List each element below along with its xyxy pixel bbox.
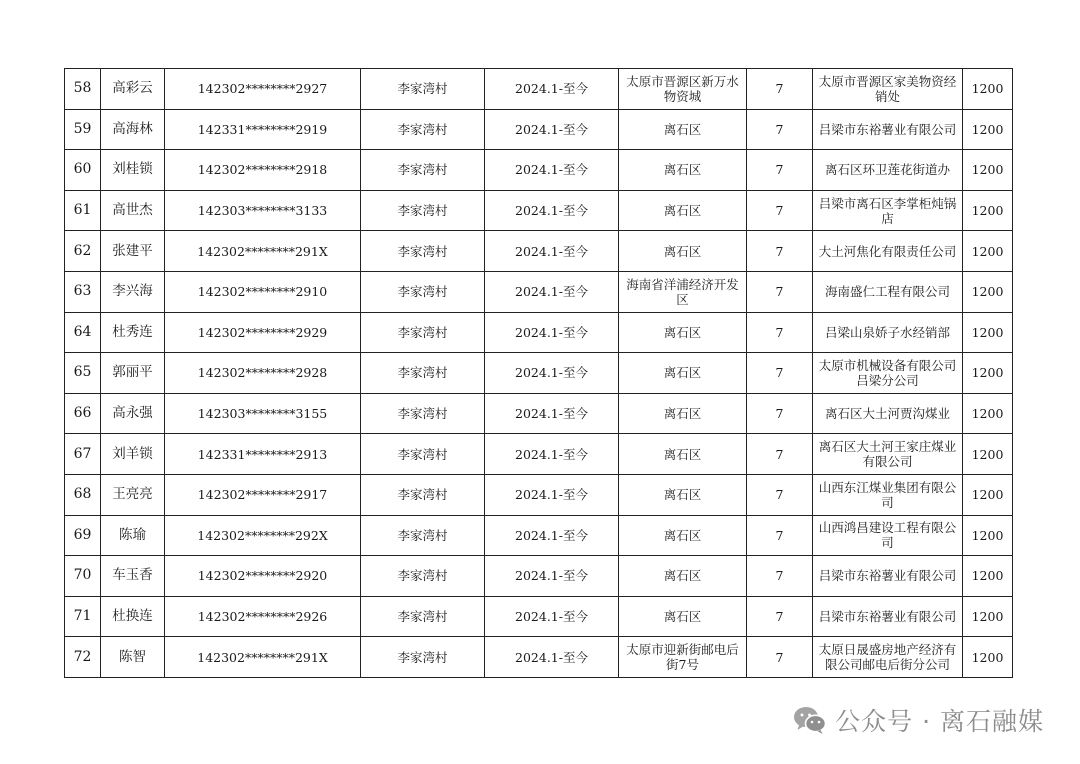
cell-work-location: 太原市晋源区新万水物资城: [619, 69, 747, 110]
cell-amount: 1200: [963, 474, 1013, 515]
table-row: [65, 393, 1013, 434]
cell-name: 高永强: [101, 393, 165, 434]
cell-employer: 太原日晟盛房地产经济有限公司邮电后街分公司: [813, 637, 963, 678]
cell-months: 7: [747, 556, 813, 597]
table-row: [65, 150, 1013, 191]
table-row: [65, 596, 1013, 637]
cell-months: 7: [747, 434, 813, 475]
cell-number: 67: [65, 434, 101, 475]
cell-period: 2024.1-至今: [485, 69, 619, 110]
cell-employer: 吕梁市东裕薯业有限公司: [813, 109, 963, 150]
cell-period: 2024.1-至今: [485, 474, 619, 515]
cell-employer: 离石区环卫莲花街道办: [813, 150, 963, 191]
cell-village: 李家湾村: [361, 271, 485, 312]
cell-id-number: 142303********3133: [165, 190, 361, 231]
cell-employer: 离石区大土河王家庄煤业有限公司: [813, 434, 963, 475]
cell-number: 71: [65, 596, 101, 637]
cell-months: 7: [747, 150, 813, 191]
cell-village: 李家湾村: [361, 353, 485, 394]
cell-employer: 吕梁市东裕薯业有限公司: [813, 596, 963, 637]
cell-id-number: 142302********2929: [165, 312, 361, 353]
cell-id-number: 142302********2917: [165, 474, 361, 515]
cell-amount: 1200: [963, 231, 1013, 272]
cell-period: 2024.1-至今: [485, 271, 619, 312]
cell-number: 72: [65, 637, 101, 678]
cell-employer: 山西鸿昌建设工程有限公司: [813, 515, 963, 556]
cell-amount: 1200: [963, 353, 1013, 394]
cell-number: 69: [65, 515, 101, 556]
cell-period: 2024.1-至今: [485, 515, 619, 556]
cell-name: 高彩云: [101, 69, 165, 110]
cell-employer: 海南盛仁工程有限公司: [813, 271, 963, 312]
cell-name: 陈智: [101, 637, 165, 678]
table-row: [65, 312, 1013, 353]
cell-number: 66: [65, 393, 101, 434]
cell-period: 2024.1-至今: [485, 231, 619, 272]
cell-period: 2024.1-至今: [485, 556, 619, 597]
cell-employer: 吕梁市离石区李掌柜炖锅店: [813, 190, 963, 231]
cell-number: 70: [65, 556, 101, 597]
cell-id-number: 142302********291X: [165, 637, 361, 678]
cell-work-location: 离石区: [619, 109, 747, 150]
cell-months: 7: [747, 515, 813, 556]
cell-employer: 山西东江煤业集团有限公司: [813, 474, 963, 515]
cell-name: 王亮亮: [101, 474, 165, 515]
cell-work-location: 离石区: [619, 434, 747, 475]
cell-employer: 太原市晋源区家美物资经销处: [813, 69, 963, 110]
cell-number: 63: [65, 271, 101, 312]
cell-name: 刘桂锁: [101, 150, 165, 191]
cell-amount: 1200: [963, 637, 1013, 678]
cell-village: 李家湾村: [361, 150, 485, 191]
cell-amount: 1200: [963, 312, 1013, 353]
cell-number: 59: [65, 109, 101, 150]
cell-employer: 离石区大土河贾沟煤业: [813, 393, 963, 434]
cell-village: 李家湾村: [361, 393, 485, 434]
cell-employer: 吕梁市东裕薯业有限公司: [813, 556, 963, 597]
cell-work-location: 海南省洋浦经济开发区: [619, 271, 747, 312]
cell-period: 2024.1-至今: [485, 109, 619, 150]
cell-id-number: 142303********3155: [165, 393, 361, 434]
cell-period: 2024.1-至今: [485, 312, 619, 353]
cell-months: 7: [747, 190, 813, 231]
cell-months: 7: [747, 109, 813, 150]
cell-work-location: 离石区: [619, 353, 747, 394]
cell-village: 李家湾村: [361, 69, 485, 110]
cell-name: 郭丽平: [101, 353, 165, 394]
cell-number: 58: [65, 69, 101, 110]
cell-village: 李家湾村: [361, 474, 485, 515]
cell-months: 7: [747, 231, 813, 272]
cell-period: 2024.1-至今: [485, 150, 619, 191]
cell-work-location: 离石区: [619, 150, 747, 191]
cell-id-number: 142302********2918: [165, 150, 361, 191]
cell-village: 李家湾村: [361, 434, 485, 475]
cell-period: 2024.1-至今: [485, 596, 619, 637]
cell-work-location: 离石区: [619, 190, 747, 231]
cell-name: 高海林: [101, 109, 165, 150]
watermark: [793, 700, 1044, 740]
cell-months: 7: [747, 474, 813, 515]
table-row: [65, 231, 1013, 272]
cell-months: 7: [747, 69, 813, 110]
cell-work-location: 离石区: [619, 596, 747, 637]
cell-amount: 1200: [963, 393, 1013, 434]
table-row: [65, 353, 1013, 394]
cell-period: 2024.1-至今: [485, 637, 619, 678]
cell-employer: 吕梁山泉娇子水经销部: [813, 312, 963, 353]
cell-period: 2024.1-至今: [485, 434, 619, 475]
table-row: [65, 474, 1013, 515]
cell-name: 高世杰: [101, 190, 165, 231]
cell-village: 李家湾村: [361, 515, 485, 556]
cell-id-number: 142302********2926: [165, 596, 361, 637]
cell-number: 68: [65, 474, 101, 515]
cell-name: 杜换连: [101, 596, 165, 637]
cell-amount: 1200: [963, 434, 1013, 475]
cell-amount: 1200: [963, 190, 1013, 231]
cell-work-location: 离石区: [619, 474, 747, 515]
cell-name: 张建平: [101, 231, 165, 272]
cell-months: 7: [747, 596, 813, 637]
cell-work-location: 离石区: [619, 312, 747, 353]
cell-employer: 大土河焦化有限责任公司: [813, 231, 963, 272]
cell-id-number: 142302********292X: [165, 515, 361, 556]
cell-id-number: 142331********2913: [165, 434, 361, 475]
cell-id-number: 142302********2910: [165, 271, 361, 312]
cell-id-number: 142302********2920: [165, 556, 361, 597]
cell-work-location: 离石区: [619, 556, 747, 597]
cell-id-number: 142302********2927: [165, 69, 361, 110]
cell-village: 李家湾村: [361, 231, 485, 272]
cell-name: 李兴海: [101, 271, 165, 312]
employment-subsidy-table: [64, 68, 1013, 678]
watermark-text: 公众号 · 离石融媒: [835, 707, 1044, 736]
wechat-icon: [793, 705, 827, 735]
cell-amount: 1200: [963, 69, 1013, 110]
table-body: [65, 69, 1013, 678]
cell-village: 李家湾村: [361, 596, 485, 637]
cell-name: 陈瑜: [101, 515, 165, 556]
cell-months: 7: [747, 393, 813, 434]
table-row: [65, 109, 1013, 150]
table-row: [65, 69, 1013, 110]
cell-name: 刘羊锁: [101, 434, 165, 475]
cell-months: 7: [747, 312, 813, 353]
cell-id-number: 142302********2928: [165, 353, 361, 394]
cell-amount: 1200: [963, 271, 1013, 312]
cell-village: 李家湾村: [361, 556, 485, 597]
cell-name: 车玉香: [101, 556, 165, 597]
cell-village: 李家湾村: [361, 109, 485, 150]
cell-work-location: 离石区: [619, 393, 747, 434]
cell-work-location: 太原市迎新街邮电后街7号: [619, 637, 747, 678]
cell-number: 65: [65, 353, 101, 394]
cell-period: 2024.1-至今: [485, 353, 619, 394]
cell-employer: 太原市机械设备有限公司吕梁分公司: [813, 353, 963, 394]
cell-work-location: 离石区: [619, 231, 747, 272]
table-row: [65, 190, 1013, 231]
cell-months: 7: [747, 353, 813, 394]
cell-amount: 1200: [963, 515, 1013, 556]
table-row: [65, 271, 1013, 312]
cell-name: 杜秀连: [101, 312, 165, 353]
cell-period: 2024.1-至今: [485, 190, 619, 231]
cell-village: 李家湾村: [361, 312, 485, 353]
cell-village: 李家湾村: [361, 637, 485, 678]
cell-amount: 1200: [963, 556, 1013, 597]
cell-village: 李家湾村: [361, 190, 485, 231]
cell-id-number: 142302********291X: [165, 231, 361, 272]
cell-number: 62: [65, 231, 101, 272]
cell-months: 7: [747, 271, 813, 312]
cell-number: 60: [65, 150, 101, 191]
table-row: [65, 556, 1013, 597]
cell-amount: 1200: [963, 150, 1013, 191]
cell-months: 7: [747, 637, 813, 678]
table-row: [65, 515, 1013, 556]
document-page: [64, 68, 1012, 678]
cell-period: 2024.1-至今: [485, 393, 619, 434]
cell-work-location: 离石区: [619, 515, 747, 556]
cell-number: 61: [65, 190, 101, 231]
table-row: [65, 434, 1013, 475]
cell-number: 64: [65, 312, 101, 353]
cell-amount: 1200: [963, 109, 1013, 150]
cell-amount: 1200: [963, 596, 1013, 637]
table-row: [65, 637, 1013, 678]
cell-id-number: 142331********2919: [165, 109, 361, 150]
